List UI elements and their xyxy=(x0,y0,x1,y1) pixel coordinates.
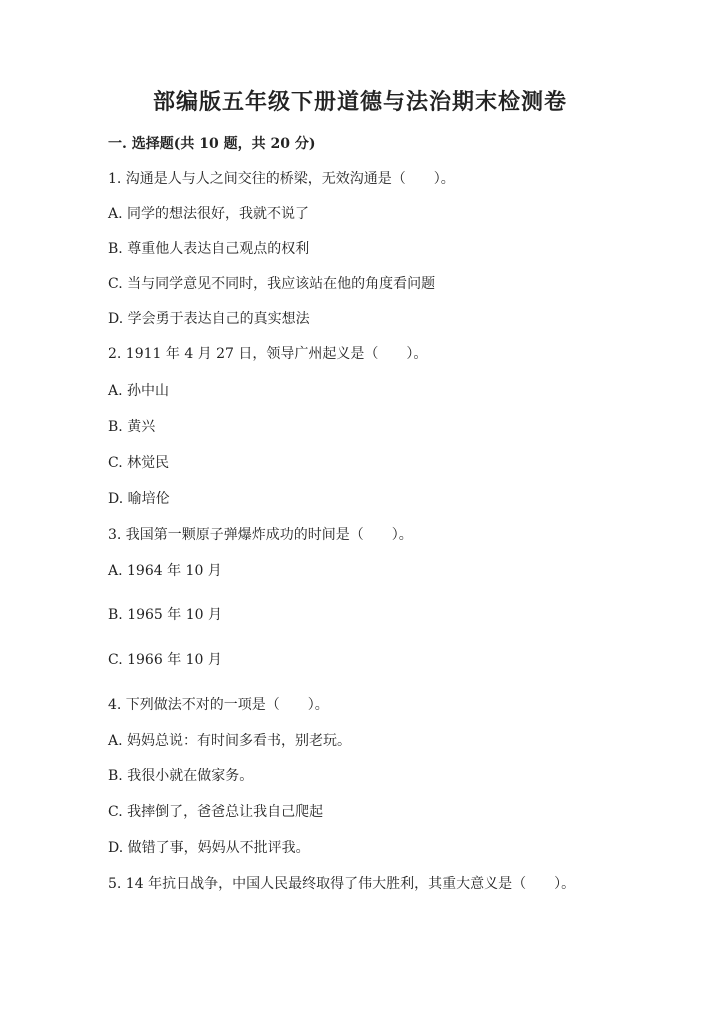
question-4-option-c: C. 我摔倒了，爸爸总让我自己爬起 xyxy=(108,804,324,820)
question-2-option-a: A. 孙中山 xyxy=(108,383,170,399)
question-3-option-c: C. 1966 年 10 月 xyxy=(108,652,222,668)
page-title: 部编版五年级下册道德与法治期末检测卷 xyxy=(152,89,567,115)
section-heading: 一. 选择题(共 10 题，共 20 分) xyxy=(108,136,316,152)
question-1-option-d: D. 学会勇于表达自己的真实想法 xyxy=(108,311,310,327)
question-3-option-a: A. 1964 年 10 月 xyxy=(108,563,222,579)
question-3-option-b: B. 1965 年 10 月 xyxy=(108,607,222,623)
question-5-stem: 5. 14 年抗日战争，中国人民最终取得了伟大胜利，其重大意义是（ ）。 xyxy=(108,876,576,892)
question-1-option-b: B. 尊重他人表达自己观点的权利 xyxy=(108,241,310,257)
question-2-stem: 2. 1911 年 4 月 27 日，领导广州起义是（ ）。 xyxy=(108,346,428,362)
question-2-option-c: C. 林觉民 xyxy=(108,455,170,471)
question-4-option-d: D. 做错了事，妈妈从不批评我。 xyxy=(108,840,310,856)
question-1-option-c: C. 当与同学意见不同时，我应该站在他的角度看问题 xyxy=(108,276,436,292)
question-2-option-d: D. 喻培伦 xyxy=(108,491,170,507)
question-4-stem: 4. 下列做法不对的一项是（ ）。 xyxy=(108,697,329,713)
question-4-option-b: B. 我很小就在做家务。 xyxy=(108,768,254,784)
question-1-stem: 1. 沟通是人与人之间交往的桥梁，无效沟通是（ ）。 xyxy=(108,171,455,187)
question-4-option-a: A. 妈妈总说：有时间多看书，别老玩。 xyxy=(108,733,352,749)
question-2-option-b: B. 黄兴 xyxy=(108,419,156,435)
question-3-stem: 3. 我国第一颗原子弹爆炸成功的时间是（ ）。 xyxy=(108,527,413,543)
question-1-option-a: A. 同学的想法很好，我就不说了 xyxy=(108,206,310,222)
